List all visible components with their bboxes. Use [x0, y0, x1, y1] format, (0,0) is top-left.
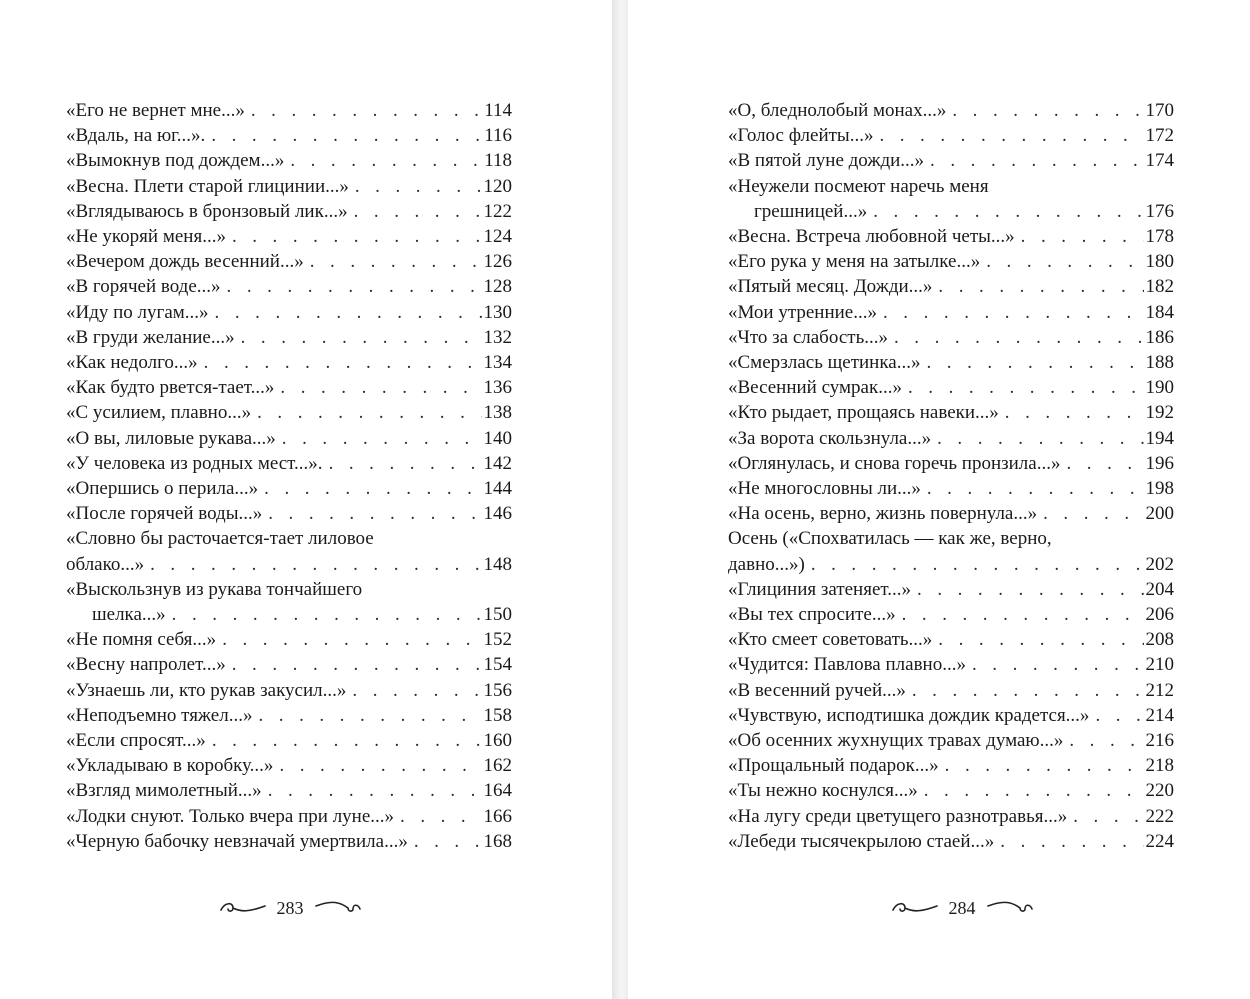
dot-leader	[408, 829, 482, 854]
entry-title: «Весенний сумрак...»	[728, 377, 902, 399]
entry-title: «Весна. Встреча любовной четы...»	[728, 226, 1015, 248]
entry-row	[728, 400, 1174, 425]
dot-leader	[924, 148, 1143, 173]
toc-entry	[728, 652, 1174, 677]
dot-leader	[226, 224, 482, 249]
toc-entry	[728, 678, 1174, 703]
left-flourish-icon	[891, 897, 939, 919]
dot-leader	[198, 350, 482, 375]
dot-leader	[304, 249, 482, 274]
toc-entry	[66, 476, 512, 501]
dot-leader	[245, 98, 482, 123]
toc-entry	[728, 325, 1174, 350]
toc-entry	[66, 451, 512, 476]
entry-title: «Иду по лугам...»	[66, 301, 209, 323]
dot-leader	[877, 300, 1144, 325]
dot-leader	[966, 652, 1144, 677]
entry-row	[728, 148, 1174, 173]
toc-entry	[728, 249, 1174, 274]
entry-row	[66, 350, 512, 375]
dot-leader	[251, 400, 481, 425]
dot-leader	[873, 123, 1143, 148]
entry-page-number: 182	[1145, 276, 1174, 298]
entry-title: «Черную бабочку невзначай умертвила...»	[66, 830, 408, 852]
page-footer-left	[180, 893, 400, 923]
entry-title: «В пятой луне дожди...»	[728, 150, 925, 172]
toc-entry	[728, 501, 1174, 526]
entry-page-number: 116	[484, 125, 512, 147]
entry-title: «Весна. Плети старой глицинии...»	[66, 175, 349, 197]
entry-row	[728, 325, 1174, 350]
toc-entry	[728, 375, 1174, 400]
dot-leader	[205, 123, 482, 148]
entry-page-number: 184	[1145, 301, 1174, 323]
entry-title-line: «Неужели посмеют наречь меня	[728, 175, 989, 197]
dot-leader	[896, 602, 1144, 627]
toc-entry	[66, 400, 512, 425]
entry-page-number: 122	[483, 200, 512, 222]
entry-row	[66, 501, 512, 526]
entry-title: «Что за слабость...»	[728, 326, 888, 348]
dot-leader	[144, 552, 481, 577]
entry-title: «На осень, верно, жизнь повернула...»	[728, 503, 1038, 525]
entry-title: «Вглядываюсь в бронзовый лик...»	[66, 200, 348, 222]
dot-leader	[888, 325, 1144, 350]
entry-title: «О, бледнолобый монах...»	[728, 100, 947, 121]
entry-page-number: 146	[483, 503, 512, 525]
entry-page-number: 128	[483, 276, 512, 298]
toc-entry	[728, 627, 1174, 652]
entry-title: «Не укоряй меня...»	[66, 226, 226, 248]
dot-leader	[262, 778, 482, 803]
toc-entry	[66, 325, 512, 350]
entry-page-number: 160	[483, 730, 512, 752]
entry-title: «Лодки снуют. Только вчера при луне...»	[66, 805, 395, 827]
entry-row	[66, 728, 512, 753]
entry-page-number: 208	[1145, 629, 1174, 651]
entry-row	[66, 703, 512, 728]
entry-title: «Голос флейты...»	[728, 125, 874, 147]
entry-row	[728, 476, 1174, 501]
entry-page-number: 156	[483, 679, 512, 701]
entry-page-number: 168	[483, 830, 512, 852]
entry-title: «Вечером дождь весенний...»	[66, 251, 304, 273]
entry-page-number: 200	[1145, 503, 1174, 525]
toc-list-left	[66, 98, 512, 854]
entry-page-number: 142	[483, 452, 512, 474]
entry-row	[66, 325, 512, 350]
left-flourish-icon	[219, 897, 267, 919]
entry-page-number: 132	[483, 326, 512, 348]
entry-row	[66, 98, 512, 123]
toc-entry	[728, 526, 1174, 576]
toc-entry	[728, 350, 1174, 375]
entry-row	[66, 249, 512, 274]
toc-entry	[728, 753, 1174, 778]
left-page	[0, 0, 612, 999]
entry-title: «Не помня себя...»	[66, 629, 217, 651]
entry-title-line: «Словно бы расточается-тает лиловое	[66, 528, 374, 550]
entry-title: «Кто смеет советовать...»	[728, 629, 933, 651]
entry-row	[66, 829, 512, 854]
entry-title: грешницей...»	[754, 200, 868, 222]
entry-row	[66, 375, 512, 400]
entry-page-number: 144	[483, 478, 512, 500]
entry-page-number: 154	[483, 654, 512, 676]
entry-title-line: «Выскользнув из рукава тончайшего	[66, 578, 363, 600]
dot-leader	[939, 753, 1144, 778]
dot-leader	[273, 753, 481, 778]
entry-row	[66, 426, 512, 451]
toc-entry	[66, 98, 512, 123]
entry-page-number: 220	[1145, 780, 1174, 802]
page-number: 284	[948, 897, 976, 918]
dot-leader	[323, 451, 482, 476]
entry-row	[728, 652, 1174, 677]
entry-page-number: 118	[484, 150, 512, 172]
entry-page-number: 218	[1145, 755, 1174, 777]
toc-entry	[66, 224, 512, 249]
toc-entry	[66, 249, 512, 274]
dot-leader	[932, 627, 1143, 652]
entry-page-number: 216	[1145, 730, 1174, 752]
entry-row	[728, 501, 1174, 526]
dot-leader	[920, 350, 1143, 375]
entry-title: «Вымокнув под дождем...»	[66, 150, 285, 172]
entry-row	[728, 627, 1174, 652]
entry-row	[66, 451, 512, 476]
toc-entry	[728, 602, 1174, 627]
entry-page-number: 114	[484, 100, 512, 121]
entry-row	[66, 476, 512, 501]
entry-row	[728, 753, 1174, 778]
entry-row	[66, 123, 512, 148]
entry-page-number: 222	[1145, 805, 1174, 827]
entry-row	[728, 224, 1174, 249]
entry-row	[66, 148, 512, 173]
right-page	[628, 0, 1250, 999]
toc-entry	[728, 451, 1174, 476]
entry-title: «Глициния затеняет...»	[728, 578, 912, 600]
entry-title: «Чувствую, исподтишка дождик крадется...»	[728, 704, 1090, 726]
toc-entry	[728, 123, 1174, 148]
dot-leader	[932, 274, 1143, 299]
dot-leader	[206, 728, 482, 753]
toc-entry	[728, 703, 1174, 728]
dot-leader	[258, 476, 481, 501]
entry-page-number: 176	[1145, 200, 1174, 222]
entry-title: «В груди желание...»	[66, 326, 235, 348]
entry-title: «Не многословны ли...»	[728, 478, 921, 500]
entry-title: «Весну напролет...»	[66, 654, 226, 676]
dot-leader	[216, 627, 481, 652]
dot-leader	[999, 400, 1144, 425]
entry-row	[728, 426, 1174, 451]
dot-leader	[918, 778, 1144, 803]
entry-page-number: 198	[1145, 478, 1174, 500]
toc-entry	[728, 174, 1174, 224]
entry-page-number: 204	[1145, 578, 1174, 600]
dot-leader	[226, 652, 482, 677]
entry-page-number: 152	[483, 629, 512, 651]
right-flourish-icon	[986, 897, 1034, 919]
toc-entry	[66, 526, 512, 576]
dot-leader	[980, 249, 1143, 274]
dot-leader	[902, 375, 1144, 400]
toc-list-right	[728, 98, 1174, 854]
toc-entry	[728, 98, 1174, 123]
entry-row	[728, 602, 1174, 627]
entry-page-number: 174	[1145, 150, 1174, 172]
dot-leader	[1037, 501, 1143, 526]
toc-entry	[66, 350, 512, 375]
dot-leader	[276, 426, 482, 451]
toc-entry	[728, 426, 1174, 451]
entry-page-number: 188	[1145, 352, 1174, 374]
entry-page-number: 214	[1145, 704, 1174, 726]
entry-page-number: 164	[483, 780, 512, 802]
toc-entry	[728, 829, 1174, 854]
entry-row	[728, 804, 1174, 829]
entry-page-number: 194	[1145, 427, 1174, 449]
entry-row	[728, 552, 1174, 577]
toc-entry	[66, 778, 512, 803]
entry-title: «Вдаль, на юг...».	[66, 125, 206, 147]
toc-entry	[66, 148, 512, 173]
entry-row	[728, 249, 1174, 274]
toc-entry	[66, 274, 512, 299]
entry-page-number: 124	[483, 226, 512, 248]
entry-row	[728, 274, 1174, 299]
toc-entry	[728, 148, 1174, 173]
dot-leader	[1089, 703, 1143, 728]
entry-row	[66, 678, 512, 703]
entry-row	[728, 703, 1174, 728]
toc-entry	[66, 501, 512, 526]
entry-row	[728, 300, 1174, 325]
toc-entry	[66, 627, 512, 652]
dot-leader	[262, 501, 481, 526]
toc-entry	[66, 174, 512, 199]
toc-entry	[728, 778, 1174, 803]
entry-title: шелка...»	[92, 604, 166, 626]
dot-leader	[252, 703, 481, 728]
toc-entry	[66, 375, 512, 400]
entry-title: «Ты нежно коснулся...»	[728, 780, 918, 802]
entry-title: «О вы, лиловые рукава...»	[66, 427, 276, 449]
entry-title: «Узнаешь ли, кто рукав закусил...»	[66, 679, 347, 701]
entry-title: «Опершись о перила...»	[66, 478, 259, 500]
toc-entry	[66, 753, 512, 778]
entry-title: «В горячей воде...»	[66, 276, 221, 298]
entry-title: «Чудится: Павлова плавно...»	[728, 654, 966, 676]
toc-entry	[728, 400, 1174, 425]
entry-row	[66, 652, 512, 677]
entry-title: облако...»	[66, 553, 145, 575]
entry-page-number: 158	[483, 704, 512, 726]
entry-title: «Как будто рвется-тает...»	[66, 377, 275, 399]
dot-leader	[994, 829, 1143, 854]
entry-title: «За ворота скользнула...»	[728, 427, 932, 449]
dot-leader	[1067, 804, 1143, 829]
dot-leader	[394, 804, 481, 829]
toc-entry	[728, 224, 1174, 249]
entry-page-number: 180	[1145, 251, 1174, 273]
entry-row	[66, 400, 512, 425]
dot-leader	[1060, 451, 1143, 476]
entry-row	[66, 199, 512, 224]
entry-row	[728, 728, 1174, 753]
entry-row	[728, 778, 1174, 803]
entry-row	[66, 804, 512, 829]
toc-entry	[728, 804, 1174, 829]
entry-title: «Взгляд мимолетный...»	[66, 780, 262, 802]
dot-leader	[911, 577, 1143, 602]
dot-leader	[166, 602, 482, 627]
dot-leader	[209, 300, 482, 325]
entry-row	[728, 350, 1174, 375]
toc-entry	[66, 123, 512, 148]
dot-leader	[349, 174, 482, 199]
page-number: 283	[276, 897, 304, 918]
toc-entry	[66, 199, 512, 224]
entry-page-number: 130	[483, 301, 512, 323]
toc-entry	[66, 426, 512, 451]
entry-page-number: 190	[1145, 377, 1174, 399]
entry-title: «Неподъемно тяжел...»	[66, 704, 253, 726]
book-gutter	[612, 0, 628, 999]
entry-page-number: 134	[483, 352, 512, 374]
entry-row	[728, 98, 1174, 123]
entry-page-number: 136	[483, 377, 512, 399]
entry-title: «Кто рыдает, прощаясь навеки...»	[728, 402, 999, 424]
entry-page-number: 196	[1145, 452, 1174, 474]
dot-leader	[1015, 224, 1144, 249]
toc-entry	[66, 829, 512, 854]
toc-entry	[66, 300, 512, 325]
entry-row	[728, 199, 1174, 224]
entry-page-number: 162	[483, 755, 512, 777]
entry-title: «Вы тех спросите...»	[728, 604, 896, 626]
entry-row	[66, 602, 512, 627]
dot-leader	[906, 678, 1144, 703]
entry-title: «Его не вернет мне...»	[66, 100, 245, 121]
entry-row	[728, 577, 1174, 602]
dot-leader	[346, 678, 481, 703]
dot-leader	[931, 426, 1143, 451]
entry-title: «На лугу среди цветущего разнотравья...»	[728, 805, 1068, 827]
entry-title: «Пятый месяц. Дожди...»	[728, 276, 933, 298]
entry-page-number: 172	[1145, 125, 1174, 147]
entry-row	[66, 300, 512, 325]
entry-title: «Оглянулась, и снова горечь пронзила...»	[728, 452, 1061, 474]
entry-title: «Лебеди тысячекрылою стаей...»	[728, 830, 995, 852]
entry-row	[66, 174, 512, 199]
entry-page-number: 206	[1145, 604, 1174, 626]
toc-entry	[728, 300, 1174, 325]
dot-leader	[805, 552, 1144, 577]
entry-title-line: Осень («Спохватилась — как же, верно,	[728, 528, 1052, 550]
entry-row	[728, 678, 1174, 703]
entry-page-number: 178	[1145, 226, 1174, 248]
entry-page-number: 202	[1145, 553, 1174, 575]
entry-page-number: 140	[483, 427, 512, 449]
entry-row	[728, 123, 1174, 148]
entry-page-number: 138	[483, 402, 512, 424]
dot-leader	[235, 325, 482, 350]
toc-entry	[66, 703, 512, 728]
entry-title: «Как недолго...»	[66, 352, 198, 374]
toc-entry	[66, 652, 512, 677]
entry-page-number: 170	[1145, 100, 1174, 121]
toc-entry	[66, 577, 512, 627]
entry-page-number: 166	[483, 805, 512, 827]
page-footer-right	[852, 893, 1072, 923]
entry-row	[728, 829, 1174, 854]
toc-entry	[66, 728, 512, 753]
entry-title: «Если спросят...»	[66, 730, 206, 752]
toc-entry	[728, 476, 1174, 501]
entry-row	[66, 627, 512, 652]
entry-title: «Смерзлась щетинка...»	[728, 352, 921, 374]
dot-leader	[921, 476, 1144, 501]
entry-title: «После горячей воды...»	[66, 503, 263, 525]
entry-title: «Прощальный подарок...»	[728, 755, 939, 777]
entry-title: «Его рука у меня на затылке...»	[728, 251, 981, 273]
entry-row	[66, 552, 512, 577]
dot-leader	[274, 375, 481, 400]
dot-leader	[867, 199, 1143, 224]
entry-title: давно...»)	[728, 553, 805, 575]
entry-row	[728, 451, 1174, 476]
dot-leader	[221, 274, 482, 299]
toc-entry	[728, 577, 1174, 602]
entry-row	[66, 753, 512, 778]
entry-row	[66, 274, 512, 299]
right-flourish-icon	[314, 897, 362, 919]
entry-page-number: 212	[1145, 679, 1174, 701]
entry-title: «С усилием, плавно...»	[66, 402, 252, 424]
toc-entry	[728, 728, 1174, 753]
entry-page-number: 210	[1145, 654, 1174, 676]
entry-page-number: 186	[1145, 326, 1174, 348]
entry-page-number: 224	[1145, 830, 1174, 852]
entry-page-number: 126	[483, 251, 512, 273]
entry-title: «Мои утренние...»	[728, 301, 877, 323]
toc-entry	[66, 678, 512, 703]
entry-title: «Укладываю в коробку...»	[66, 755, 274, 777]
toc-entry	[66, 804, 512, 829]
entry-page-number: 150	[483, 604, 512, 626]
entry-row	[728, 375, 1174, 400]
entry-title: «В весенний ручей...»	[728, 679, 906, 701]
entry-page-number: 192	[1145, 402, 1174, 424]
entry-page-number: 148	[483, 553, 512, 575]
dot-leader	[1063, 728, 1143, 753]
dot-leader	[284, 148, 482, 173]
entry-title: «У человека из родных мест...».	[66, 452, 323, 474]
entry-title: «Об осенних жухнущих травах думаю...»	[728, 730, 1064, 752]
entry-page-number: 120	[483, 175, 512, 197]
entry-row	[66, 224, 512, 249]
dot-leader	[946, 98, 1143, 123]
dot-leader	[348, 199, 482, 224]
entry-row	[66, 778, 512, 803]
toc-entry	[728, 274, 1174, 299]
